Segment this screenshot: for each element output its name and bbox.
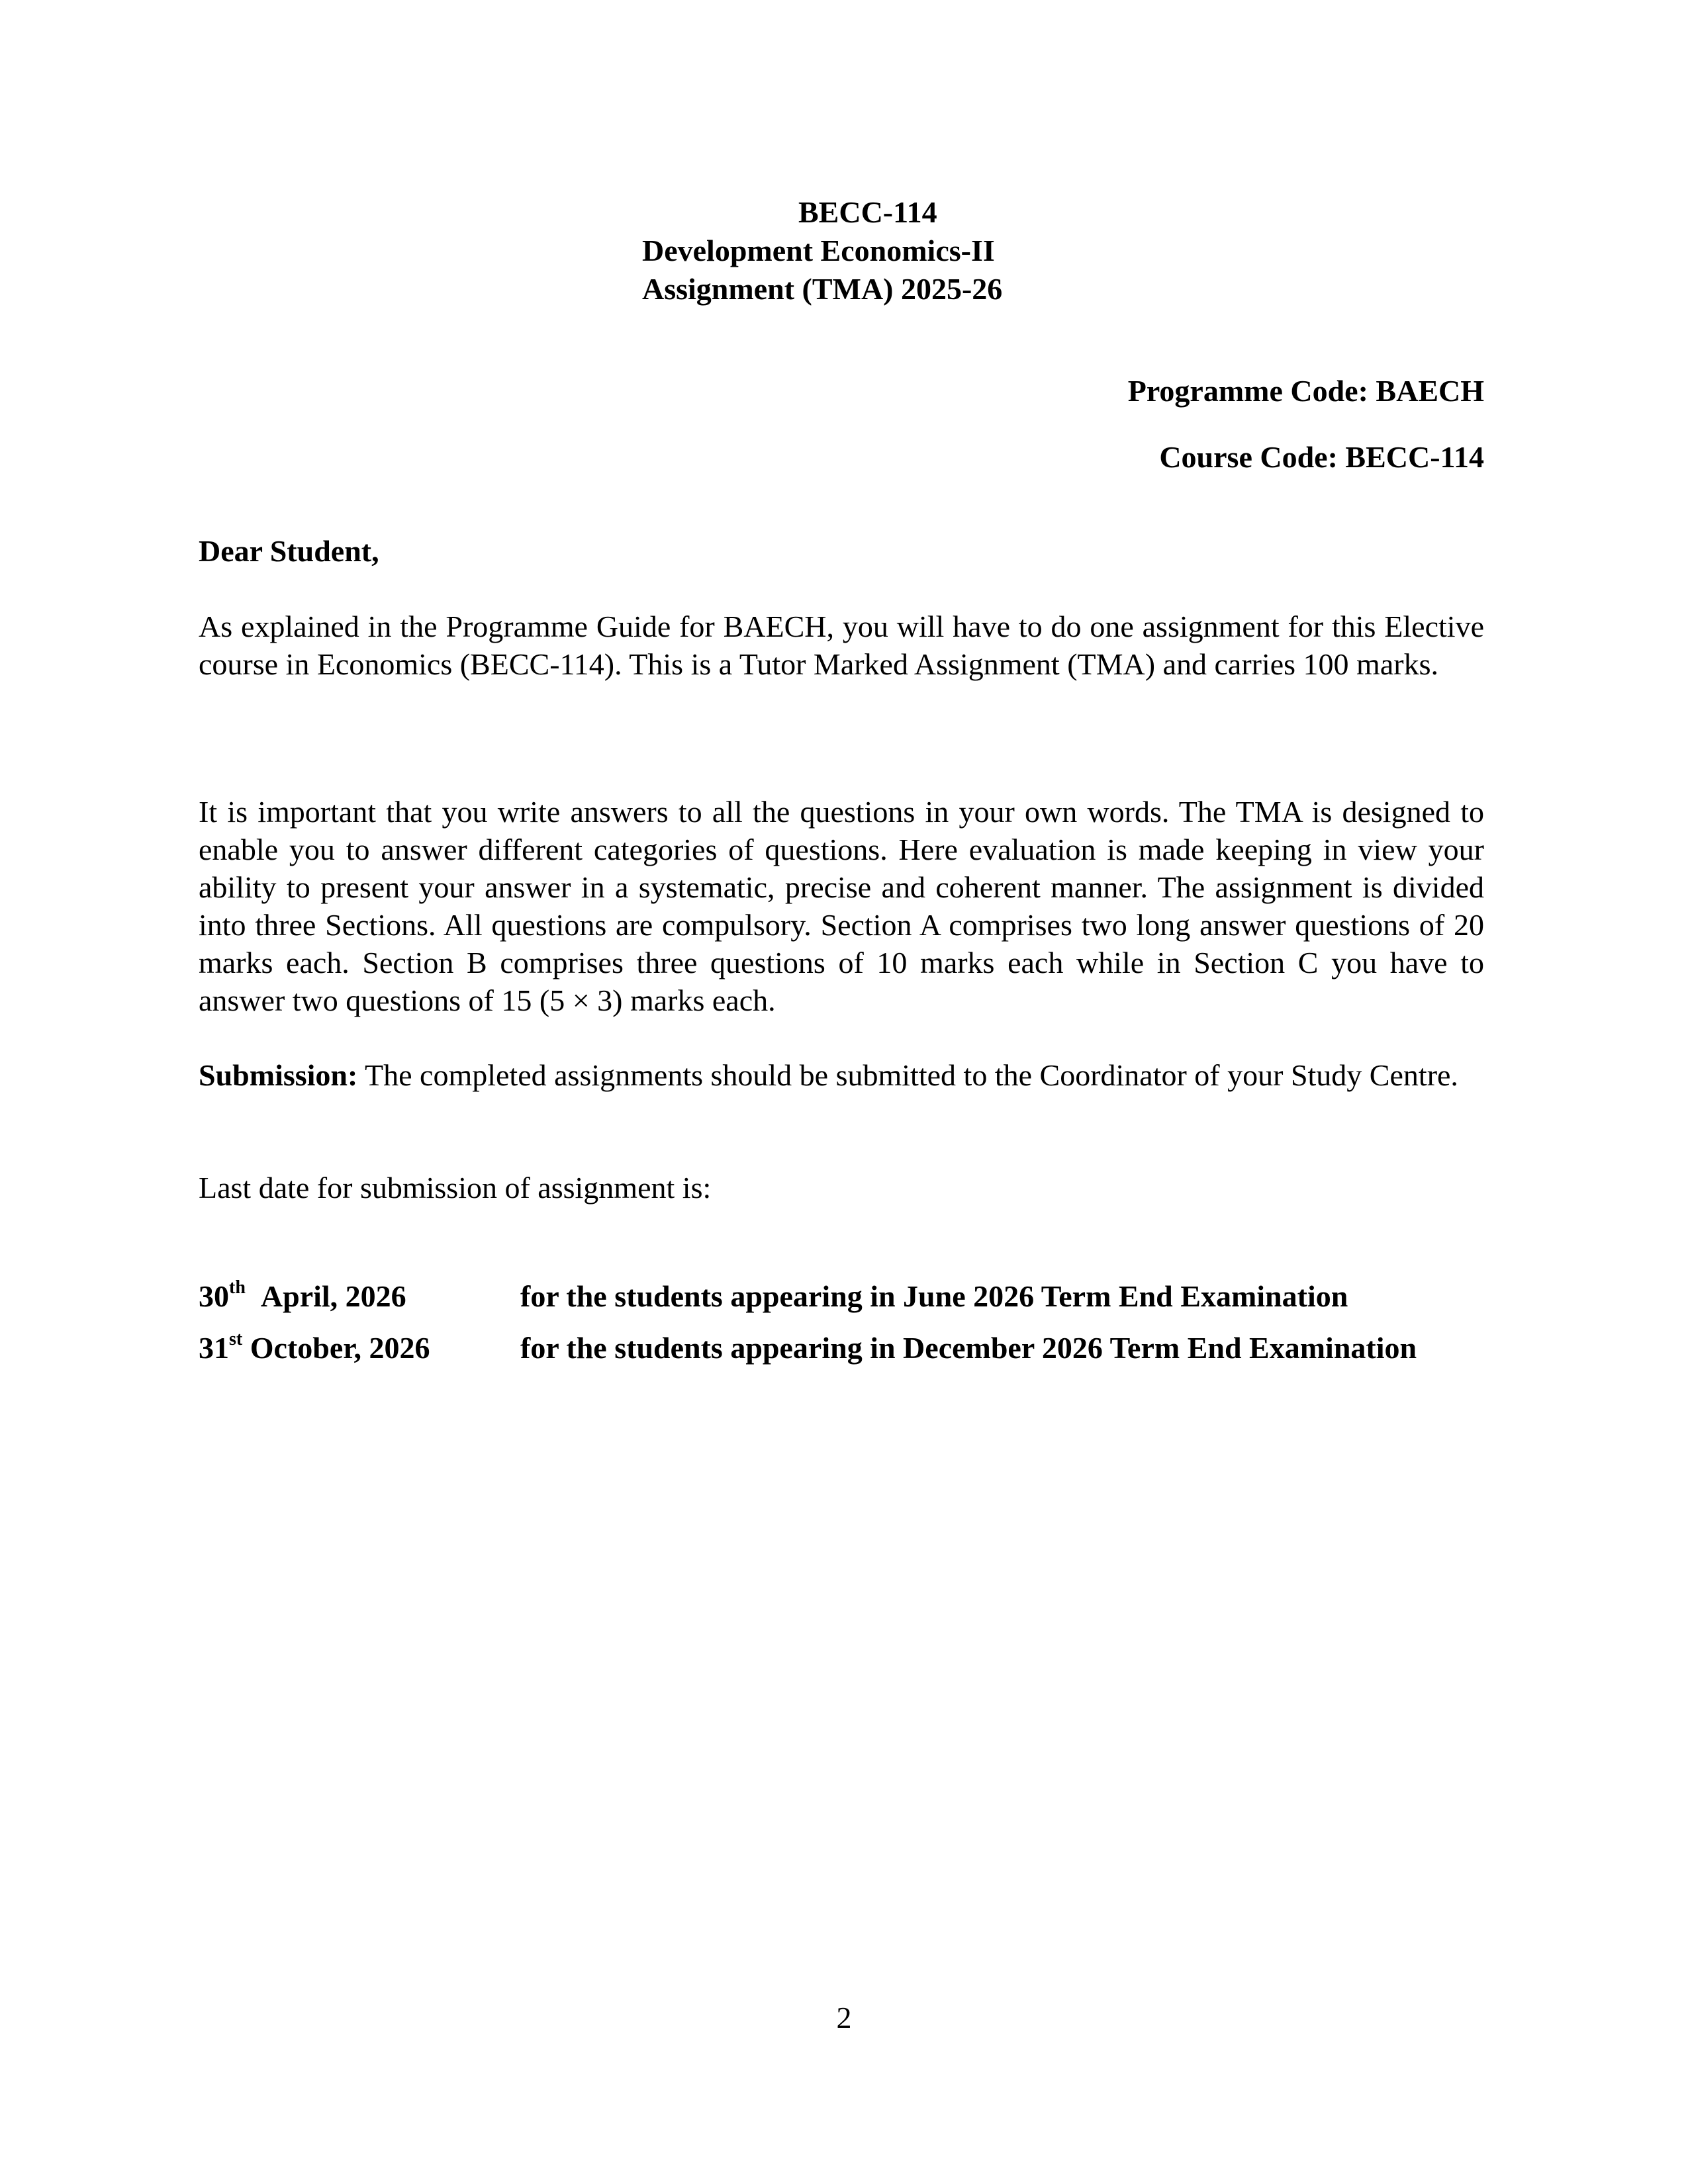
- submission-label: Submission:: [199, 1058, 358, 1092]
- instructions-paragraph: It is important that you write answers to all the questions in your own words. The TMA is designed to enable you to answer different categories of questions. Here evaluation is made keeping in view your ability to present your answer in a systematic, precise and coherent manner. The assignment is divided into three Sections. All questions are compulsory. Section A comprises two long answer questions of 20 marks each. Section B comprises three questions of 10 marks each while in Section C you have to answer two questions of 15 (5 × 3) marks each.: [199, 795, 1484, 1017]
- salutation: Dear Student,: [199, 534, 379, 568]
- course-code: Course Code: BECC-114: [1159, 440, 1484, 474]
- submission-paragraph: [199, 1056, 1484, 1094]
- course-code-heading: BECC-114: [798, 195, 937, 229]
- deadline-date: 31st October, 2026: [199, 1329, 430, 1365]
- deadline-description: for the students appearing in June 2026 Term End Examination: [520, 1279, 1348, 1313]
- page-number: 2: [836, 2001, 852, 2034]
- intro-paragraph: As explained in the Programme Guide for BAECH, you will have to do one assignment for this Elective course in Economics (BECC-114). This is a Tutor Marked Assignment (TMA) and carries 100 marks.: [199, 610, 1484, 681]
- deadline-description: for the students appearing in December 2026 Term End Examination: [520, 1331, 1417, 1365]
- course-name-heading: Development Economics-II: [642, 234, 995, 267]
- deadline-row: [199, 1279, 1348, 1314]
- submission-text: The completed assignments should be submitted to the Coordinator of your Study Centre.: [357, 1058, 1458, 1092]
- programme-code: Programme Code: BAECH: [1127, 374, 1484, 408]
- deadline-row: [199, 1330, 1417, 1365]
- assignment-title-heading: Assignment (TMA) 2025-26: [642, 272, 1003, 306]
- deadline-date: 30th April, 2026: [199, 1277, 406, 1313]
- last-date-line: Last date for submission of assignment is:: [199, 1171, 712, 1205]
